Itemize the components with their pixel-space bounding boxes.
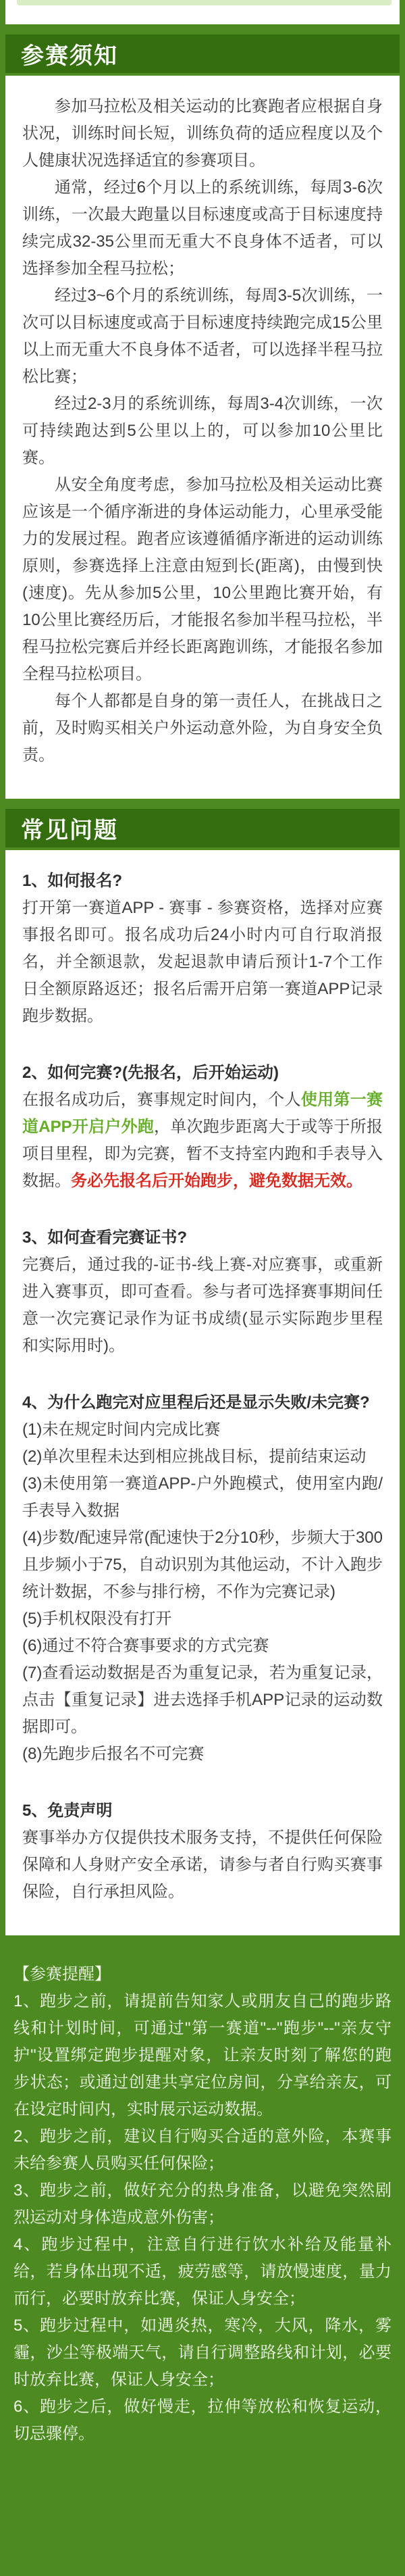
highlight-green-text: 使用第一赛道APP开启户外跑 [22,1091,383,1136]
faq-answer [22,1087,383,1195]
faq-question: 1、如何报名? [22,872,123,890]
reminder-title: 【参赛提醒】 [14,1965,111,1983]
faq-answer-list-item: (5)手机权限没有打开 [22,1610,172,1628]
reminder-item: 4、跑步过程中，注意自行进行饮水补给及能量补给，若身体出现不适，疲劳感等，请放慢速度，量力而行，必要时放弃比赛，保证人身安全； [14,2235,392,2308]
faq-header-text: 常见问题 [21,818,118,843]
faq-question: 2、如何完赛?(先报名，后开始运动) [22,1064,279,1082]
faq-answer: 赛事举办方仅提供技术服务支持，不提供任何保险保障和人身财产安全承诺，请参与者自行购买赛事保险，自行承担风险。 [22,1829,383,1901]
faq-question: 3、如何查看完赛证书? [22,1229,188,1247]
reminder-item: 2、跑步之前，建议自行购买合适的意外险，本赛事未给参赛人员购买任何保险； [14,2127,392,2173]
notice-card [5,76,400,799]
faq-answer: 完赛后，通过我的-证书-线上赛-对应赛事，或重新进入赛事页，即可查看。参与者可选择赛事期间任意一次完赛记录作为证书成绩(显示实际跑步里程和实际用时)。 [22,1256,383,1355]
answer-text-segment: 在报名成功后，赛事规定时间内，个人 [22,1091,301,1109]
faq-answer-list-item: (3)未使用第一赛道APP-户外跑模式，使用室内跑/手表导入数据 [22,1475,383,1520]
notice-paragraph: 经过3~6个月的系统训练，每周3-5次训练，一次可以目标速度或高于目标速度持续跑完成15公里以上而无重大不良身体不适者，可以选择半程马拉松比赛； [22,287,383,386]
section-header-notice [5,34,400,73]
notice-paragraph: 每个人都都是自身的第一责任人，在挑战日之前，及时购买相关户外运动意外险，为自身安全负责。 [22,692,383,764]
reminder-item: 1、跑步之前，请提前告知家人或朋友自己的跑步路线和计划时间，可通过"第一赛道"--"跑步"--"亲友守护"设置绑定跑步提醒对象，让亲友时刻了解您的跑步状态；或通过创建共享定位房间，分享给亲友，可在设定时间内，实时展示运动数据。 [14,1992,392,2119]
notice-paragraph: 经过2-3月的系统训练，每周3-4次训练，一次可持续跑达到5公里以上的，可以参加10公里比赛。 [22,395,383,467]
answer-text-segment: ，单次跑步距离大于或等于所报项目里程，即为完赛，暂不支持室内跑和手表导入数据。 [22,1118,383,1190]
faq-answer-list-item: (4)步数/配速异常(配速快于2分10秒，步频大于300且步频小于75，自动识别为其他运动，不计入跑步统计数据，不参与排行榜，不作为完赛记录) [22,1529,383,1601]
notice-header-text: 参赛须知 [21,43,118,69]
top-card-fragment [5,0,400,24]
top-light-green-strip [17,0,392,5]
reminder-item: 3、跑步之前，做好充分的热身准备，以避免突然剧烈运动对身体造成意外伤害； [14,2181,392,2227]
highlight-red-text: 务必先报名后开始跑步，避免数据无效。 [71,1172,362,1190]
reminder-item: 6、跑步之后，做好慢走，拉伸等放松和恢复运动，切忌骤停。 [14,2398,392,2443]
faq-answer-list-item: (8)先跑步后报名不可完赛 [22,1745,205,1763]
faq-answer: 打开第一赛道APP - 赛事 - 参赛资格，选择对应赛事报名即可。报名成功后24小时内可自行取消报名，并全额退款，发起退款申请后预计1-7个工作日全额原路返还；报名后需开启第一赛道APP记录跑步数据。 [22,899,383,1025]
notice-paragraph: 通常，经过6个月以上的系统训练，每周3-6次训练，一次最大跑量以目标速度或高于目标速度持续完成32-35公里而无重大不良身体不适者，可以选择参加全程马拉松； [22,178,383,278]
reminder-item: 5、跑步过程中，如遇炎热，寒冷，大风，降水，雾霾，沙尘等极端天气，请自行调整路线和计划，必要时放弃比赛，保证人身安全； [14,2317,392,2389]
faq-answer-list-item: (7)查看运动数据是否为重复记录，若为重复记录，点击【重复记录】进去选择手机APP记录的运动数据即可。 [22,1664,383,1736]
section-header-faq [5,809,400,847]
faq-answer-list-item: (1)未在规定时间内完成比赛 [22,1420,221,1439]
notice-paragraph: 参加马拉松及相关运动的比赛跑者应根据自身状况，训练时间长短，训练负荷的适应程度以及个人健康状况选择适宜的参赛项目。 [22,97,383,170]
faq-question: 4、为什么跑完对应里程后还是显示失败/未完赛? [22,1393,370,1412]
faq-answer-list-item: (2)单次里程未达到相应挑战目标，提前结束运动 [22,1447,367,1466]
notice-paragraph: 从安全角度考虑，参加马拉松及相关运动比赛应该是一个循序渐进的身体运动能力，心里承受能力的发展过程。跑者应该遵循循序渐进的运动训练原则，参赛选择上注意由短到长(距离)，由慢到快(速度)。先从参加5公里，10公里跑比赛开始，有10公里比赛经历后，才能报名参加半程马拉松，半程马拉松完赛后并经长距离跑训练，才能报名参加全程马拉松项目。 [22,476,383,683]
reminder-section [0,1935,405,2576]
faq-card [5,850,400,1935]
faq-answer-list-item: (6)通过不符合赛事要求的方式完赛 [22,1637,269,1655]
faq-question: 5、免责声明 [22,1802,113,1820]
